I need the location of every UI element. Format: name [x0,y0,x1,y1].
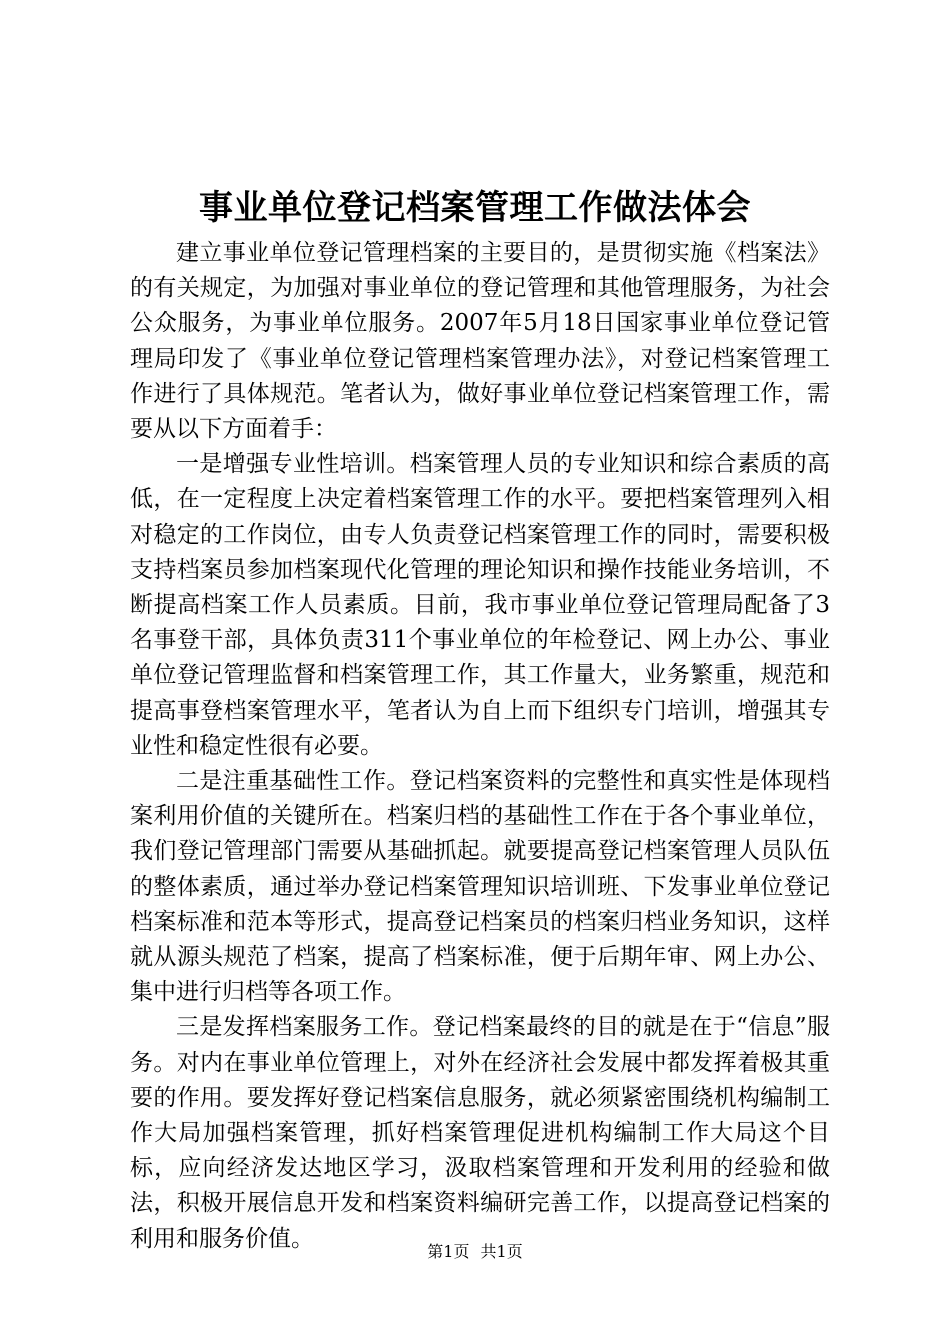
paragraph-point-2: 二是注重基础性工作。登记档案资料的完整性和真实性是体现档案利用价值的关键所在。档案归档的基础性工作在于各个事业单位，我们登记管理部门需要从基础抓起。就要提高登记档案管理人员队伍的整体素质，通过举办登记档案管理知识培训班、下发事业单位登记档案标准和范本等形式，提高登记档案员的档案归档业务知识，这样就从源头规范了档案，提高了档案标准，便于后期年审、网上办公、集中进行归档等各项工作。 [130,768,830,1006]
page-number: 第1页 [427,1242,470,1261]
paragraph-point-3: 三是发挥档案服务工作。登记档案最终的目的就是在于“信息”服务。对内在事业单位管理上，对外在经济社会发展中都发挥着极其重要的作用。要发挥好登记档案信息服务，就必须紧密围绕机构编制工作大局加强档案管理，抓好档案管理促进机构编制工作大局这个目标，应向经济发达地区学习，汲取档案管理和开发利用的经验和做法，积极开展信息开发和档案资料编研完善工作，以提高登记档案的利用和服务价值。 [130,1014,830,1252]
paragraph-intro: 建立事业单位登记管理档案的主要目的，是贯彻实施《档案法》的有关规定，为加强对事业单位的登记管理和其他管理服务，为社会公众服务，为事业单位服务。2007年5月18日国家事业单位登记管理局印发了《事业单位登记管理档案管理办法》，对登记档案管理工作进行了具体规范。笔者认为，做好事业单位登记档案管理工作，需要从以下方面着手： [130,240,830,443]
page-total: 共1页 [480,1242,523,1261]
document-title: 事业单位登记档案管理工作做法体会 [199,188,751,228]
document-body [130,236,830,1257]
page-footer [0,1242,950,1262]
paragraph-point-1: 一是增强专业性培训。档案管理人员的专业知识和综合素质的高低，在一定程度上决定着档案管理工作的水平。要把档案管理列入相对稳定的工作岗位，由专人负责登记档案管理工作的同时，需要积极支持档案员参加档案现代化管理的理论知识和操作技能业务培训，不断提高档案工作人员素质。目前，我市事业单位登记管理局配备了3名事登干部，具体负责311个事业单位的年检登记、网上办公、事业单位登记管理监督和档案管理工作，其工作量大，业务繁重，规范和提高事登档案管理水平，笔者认为自上而下组织专门培训，增强其专业性和稳定性很有必要。 [130,451,830,759]
